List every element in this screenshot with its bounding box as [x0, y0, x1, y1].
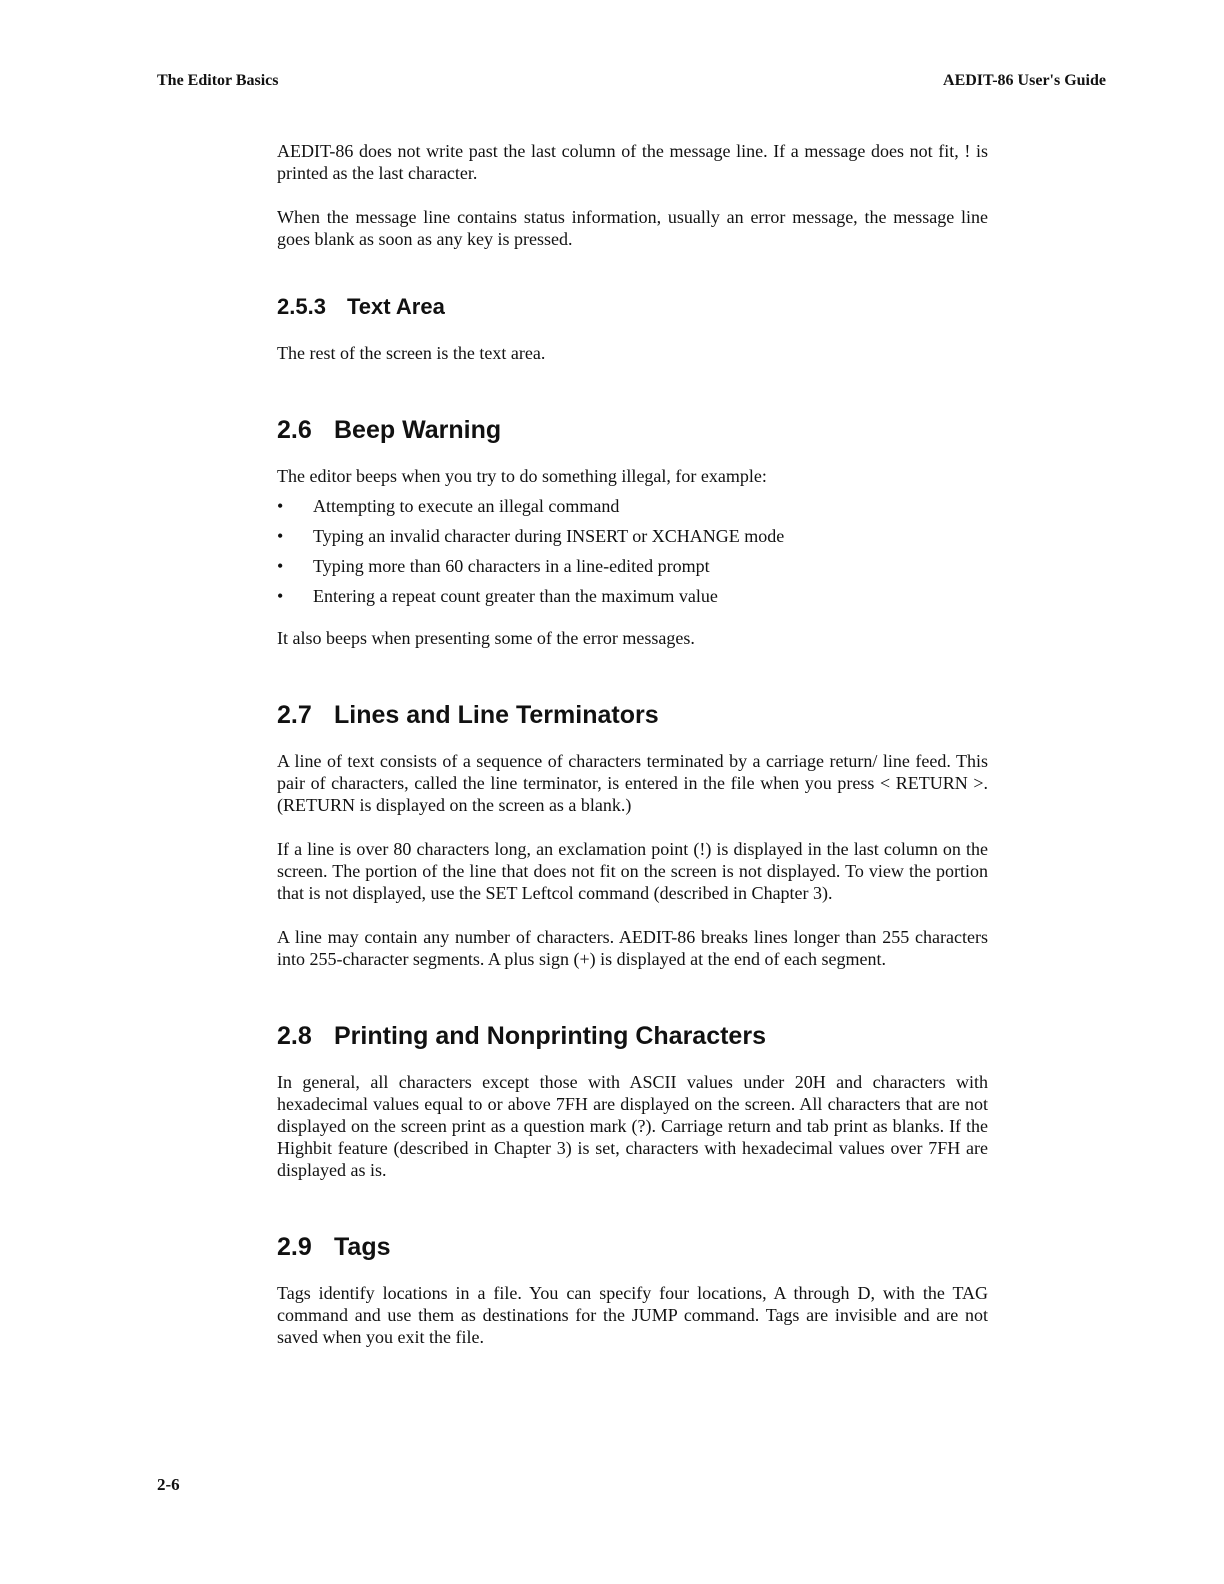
section-number: 2.5.3 — [277, 294, 326, 319]
section-title: Lines and Line Terminators — [334, 701, 659, 729]
section-number: 2.6 — [277, 416, 312, 444]
running-head-chapter: The Editor Basics — [157, 72, 279, 89]
section-heading-2-6 — [277, 416, 988, 445]
section-heading-2-5-3 — [277, 294, 988, 320]
section-heading-2-7 — [277, 701, 988, 730]
paragraph-printing-characters: In general, all characters except those with ASCII values under 20H and characters with hexadecimal values equal to or above 7FH are displayed on the screen. All characters that are not displayed on the screen print as a question mark (?). Carriage return and tab print as blanks. If the Highbit feature (described in Chapter 3) is set, characters with hexadecimal values over 7FH are displayed as is. — [277, 1072, 988, 1180]
list-item: • Entering a repeat count greater than the maximum value — [277, 581, 988, 611]
list-item: • Typing more than 60 characters in a line-edited prompt — [277, 551, 988, 581]
running-head-book-title: AEDIT-86 User's Guide — [943, 72, 1106, 89]
paragraph-message-line-overflow: AEDIT-86 does not write past the last column of the message line. If a message does not fit, ! is printed as the last character. — [277, 141, 988, 183]
section-title: Text Area — [347, 294, 445, 319]
section-heading-2-9 — [277, 1233, 988, 1262]
section-title: Beep Warning — [334, 416, 502, 444]
section-heading-2-8 — [277, 1022, 988, 1051]
page-number: 2-6 — [157, 1475, 180, 1494]
beep-examples-list — [277, 491, 988, 611]
section-number: 2.8 — [277, 1022, 312, 1050]
main-content — [277, 140, 988, 1348]
list-item: • Typing an invalid character during INSERT or XCHANGE mode — [277, 521, 988, 551]
bullet-icon: • — [277, 526, 284, 546]
paragraph-long-lines: If a line is over 80 characters long, an exclamation point (!) is displayed in the last column on the screen. The portion of the line that does not fit on the screen is not displayed. To view the portion that is not displayed, use the SET Leftcol command (described in Chapter 3). — [277, 839, 988, 903]
paragraph-text-area: The rest of the screen is the text area. — [277, 343, 546, 363]
bullet-icon: • — [277, 586, 284, 606]
bullet-icon: • — [277, 496, 284, 516]
section-title: Tags — [334, 1233, 391, 1261]
paragraph-line-segments: A line may contain any number of characters. AEDIT-86 breaks lines longer than 255 characters into 255-character segments. A plus sign (+) is displayed at the end of each segment. — [277, 927, 988, 969]
bullet-icon: • — [277, 556, 284, 576]
paragraph-beep-intro: The editor beeps when you try to do something illegal, for example: — [277, 466, 767, 486]
list-item: • Attempting to execute an illegal command — [277, 491, 988, 521]
section-number: 2.7 — [277, 701, 312, 729]
paragraph-line-terminator: A line of text consists of a sequence of characters terminated by a carriage return/ line feed. This pair of characters, called the line terminator, is entered in the file when you press < RETURN >. (RETURN is displayed on the screen as a blank.) — [277, 751, 989, 815]
return-key-label: < RETURN > — [880, 773, 984, 793]
paragraph-tags: Tags identify locations in a file. You can specify four locations, A through D, with the TAG command and use them as destinations for the JUMP command. Tags are invisible and are not saved when you exit the file. — [277, 1283, 988, 1347]
section-title: Printing and Nonprinting Characters — [334, 1022, 766, 1050]
paragraph-beep-outro: It also beeps when presenting some of the error messages. — [277, 628, 695, 648]
paragraph-message-line-blank: When the message line contains status information, usually an error message, the message line goes blank as soon as any key is pressed. — [277, 207, 988, 249]
section-number: 2.9 — [277, 1233, 312, 1261]
